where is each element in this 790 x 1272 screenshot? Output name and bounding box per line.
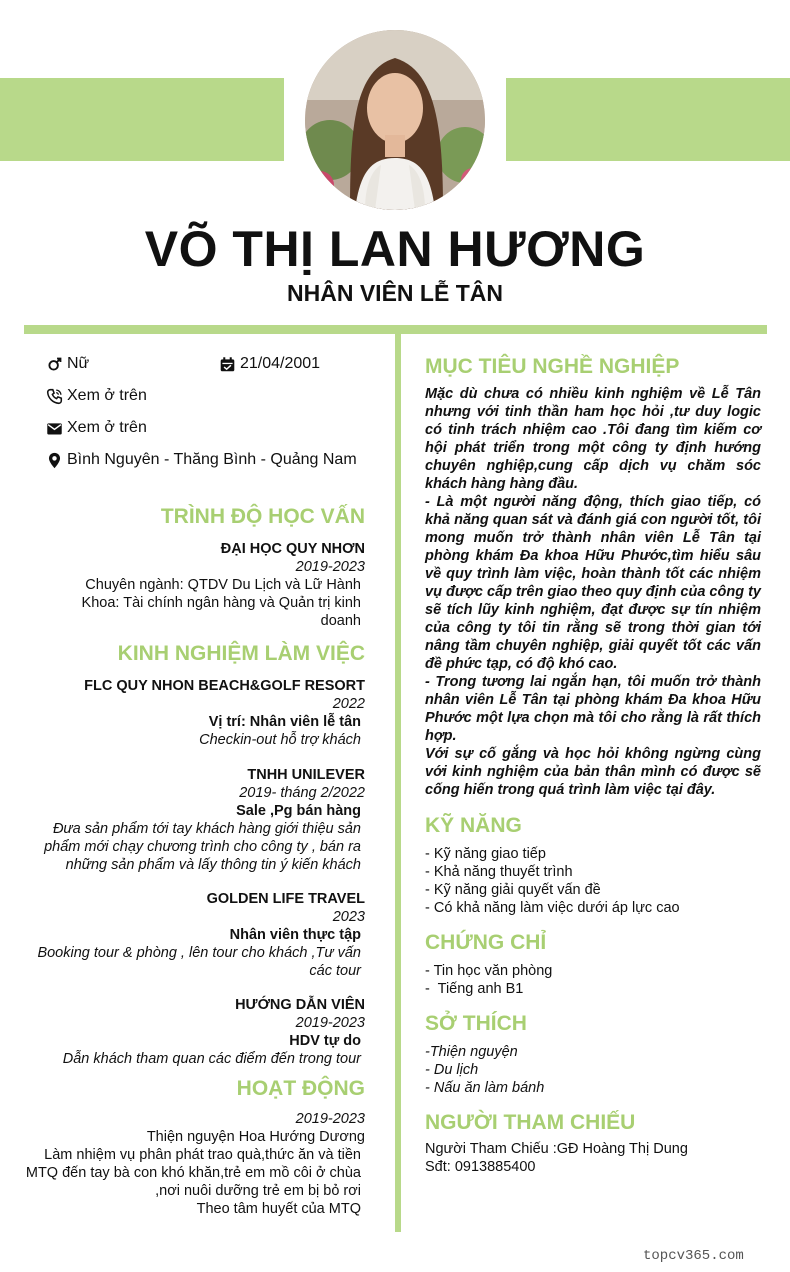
experience-section — [24, 641, 365, 1068]
skill-item: - Kỹ năng giải quyết vấn đề — [425, 882, 601, 898]
experience-position: Nhân viên thực tập — [229, 927, 361, 943]
experience-period: 2019-2023 — [295, 1015, 365, 1031]
phone-icon — [46, 388, 63, 405]
experience-position: Vị trí: Nhân viên lễ tân — [208, 714, 361, 730]
experience-position: Sale ,Pg bán hàng — [236, 803, 361, 819]
objective-paragraph: Mặc dù chưa có nhiều kinh nghiệm về Lễ Tân nhưng với tinh thần ham học hỏi ,tư duy logic có tinh trách nhiệm cao .Tôi đang tìm kiếm cơ hội phát triển trong một công ty định hướng chuyên nghiệp,cung cấp dịch vụ chăm sóc khách hàng hàng đầu. — [425, 386, 761, 492]
education-heading: TRÌNH ĐỘ HỌC VẤN — [160, 505, 365, 528]
candidate-title: NHÂN VIÊN LỄ TÂN — [287, 280, 503, 306]
experience-period: 2023 — [332, 909, 365, 925]
contact-address — [46, 451, 357, 469]
activities-desc: Làm nhiệm vụ phân phát trao quà,thức ăn và tiền MTQ đến tay bà con khó khăn,trẻ em mồ côi ở chùa ,nơi nuôi dưỡng trẻ em bị bỏ rơi — [25, 1147, 361, 1199]
objective-paragraph: - Là một người năng động, thích giao tiếp, có khả năng quan sát và đánh giá con người tốt, tôi mong muốn trở thành nhân viên Lễ Tân tại phòng khám Đa khoa Hữu Phước,tìm hiểu sâu về quy trình làm việc, hoàn thành tốt các nhiệm vụ được cấp trên giao theo quy định của công ty sẽ tích lũy kinh nghiệm, đạt được sự tín nhiệm của công ty tôi tin rằng sẽ trong thời gian tới nâng tầm chuyên nghiệp, giải quyết tốt các vấn đề phức tạp, có độ khó cao. — [425, 494, 761, 672]
education-major: Chuyên ngành: QTDV Du Lịch và Lữ Hành — [85, 577, 361, 593]
objective-paragraph: - Trong tương lai ngắn hạn, tôi muốn trở thành nhân viên Lễ Tân tại phòng khám Đa khoa Hữu Phước một lựa chọn mà tôi cho rằng là rất thích hợp. — [425, 674, 761, 744]
contact-gender — [46, 355, 89, 373]
watermark: topcv365.com — [643, 1248, 744, 1264]
calendar-icon — [219, 356, 236, 373]
contact-email — [46, 419, 147, 437]
skill-item: - Khả năng thuyết trình — [425, 864, 573, 880]
column-divider — [395, 334, 401, 1232]
experience-heading: KINH NGHIỆM LÀM VIỆC — [117, 642, 365, 665]
activities-heading: HOẠT ĐỘNG — [236, 1077, 365, 1100]
birthday-value: 21/04/2001 — [240, 355, 321, 372]
experience-company: GOLDEN LIFE TRAVEL — [206, 891, 365, 907]
address-value: Bình Nguyên - Thăng Bình - Quảng Nam — [67, 451, 357, 468]
hobby-item: - Nấu ăn làm bánh — [425, 1080, 545, 1096]
experience-desc: Booking tour & phòng , lên tour cho khách ,Tư vấn các tour — [37, 945, 361, 979]
skills-heading: KỸ NĂNG — [425, 814, 522, 837]
education-faculty: Khoa: Tài chính ngân hàng và Quản trị kinh doanh — [81, 595, 361, 629]
experience-desc: Checkin-out hỗ trợ khách — [199, 732, 361, 748]
gender-value: Nữ — [67, 355, 90, 372]
activities-org: Thiện nguyện Hoa Hướng Dương — [146, 1129, 365, 1145]
objective-section — [425, 354, 761, 799]
certificate-item: - Tin học văn phòng — [425, 963, 553, 979]
contact-phone — [46, 387, 147, 405]
reference-person: Người Tham Chiếu :GĐ Hoàng Thị Dung — [425, 1141, 688, 1157]
certificate-item: - Tiếng anh B1 — [425, 981, 524, 997]
experience-item — [24, 766, 365, 874]
education-section — [24, 504, 365, 630]
objective-heading: MỤC TIÊU NGHỀ NGHIỆP — [425, 355, 680, 378]
email-value: Xem ở trên — [67, 419, 147, 436]
skill-item: - Kỹ năng giao tiếp — [425, 846, 546, 862]
reference-section — [425, 1110, 761, 1176]
education-period: 2019-2023 — [295, 559, 365, 575]
experience-position: HDV tự do — [289, 1033, 361, 1049]
experience-desc: Dẫn khách tham quan các điểm đến trong tour — [62, 1051, 361, 1067]
hobby-item: - Du lịch — [425, 1062, 479, 1078]
activities-note: Theo tâm huyết của MTQ — [196, 1201, 361, 1217]
mail-icon — [46, 420, 63, 437]
experience-item — [24, 996, 365, 1068]
header-divider — [24, 325, 767, 334]
education-school: ĐẠI HỌC QUY NHƠN — [220, 541, 365, 557]
skill-item: - Có khả năng làm việc dưới áp lực cao — [425, 900, 680, 916]
activities-section — [24, 1076, 365, 1218]
experience-item — [24, 890, 365, 980]
contact-birthday — [219, 355, 320, 373]
experience-item — [24, 677, 365, 749]
activities-period: 2019-2023 — [295, 1111, 365, 1127]
objective-paragraph: Với sự cố gắng và học hỏi không ngừng cùng với kinh nghiệm của bản thân mình có được sẽ cống hiến trong quá trình làm việc tại đây. — [425, 746, 761, 798]
header-band-left — [0, 78, 284, 161]
header-band-right — [506, 78, 790, 161]
gender-icon — [46, 356, 63, 373]
reference-heading: NGƯỜI THAM CHIẾU — [425, 1111, 636, 1134]
hobbies-heading: SỞ THÍCH — [425, 1012, 527, 1035]
certificates-heading: CHỨNG CHỈ — [425, 931, 547, 954]
experience-company: TNHH UNILEVER — [247, 767, 365, 783]
experience-company: HƯỚNG DẪN VIÊN — [235, 997, 365, 1013]
experience-company: FLC QUY NHON BEACH&GOLF RESORT — [84, 678, 365, 694]
location-icon — [46, 452, 63, 469]
avatar — [305, 30, 485, 210]
reference-phone: Sđt: 0913885400 — [425, 1159, 536, 1175]
skills-section — [425, 813, 761, 917]
hobby-item: -Thiện nguyện — [425, 1044, 518, 1060]
phone-value: Xem ở trên — [67, 387, 147, 404]
certificates-section — [425, 930, 761, 998]
hobbies-section — [425, 1011, 761, 1097]
experience-period: 2019- tháng 2/2022 — [239, 785, 365, 801]
experience-desc: Đưa sản phẩm tới tay khách hàng giới thiệu sản phẩm mới chạy chương trình cho công ty , bán ra những sản phẩm và lấy thông tin ý kiến khách — [44, 821, 361, 873]
experience-period: 2022 — [332, 696, 365, 712]
candidate-name: VÕ THỊ LAN HƯƠNG — [144, 221, 646, 277]
